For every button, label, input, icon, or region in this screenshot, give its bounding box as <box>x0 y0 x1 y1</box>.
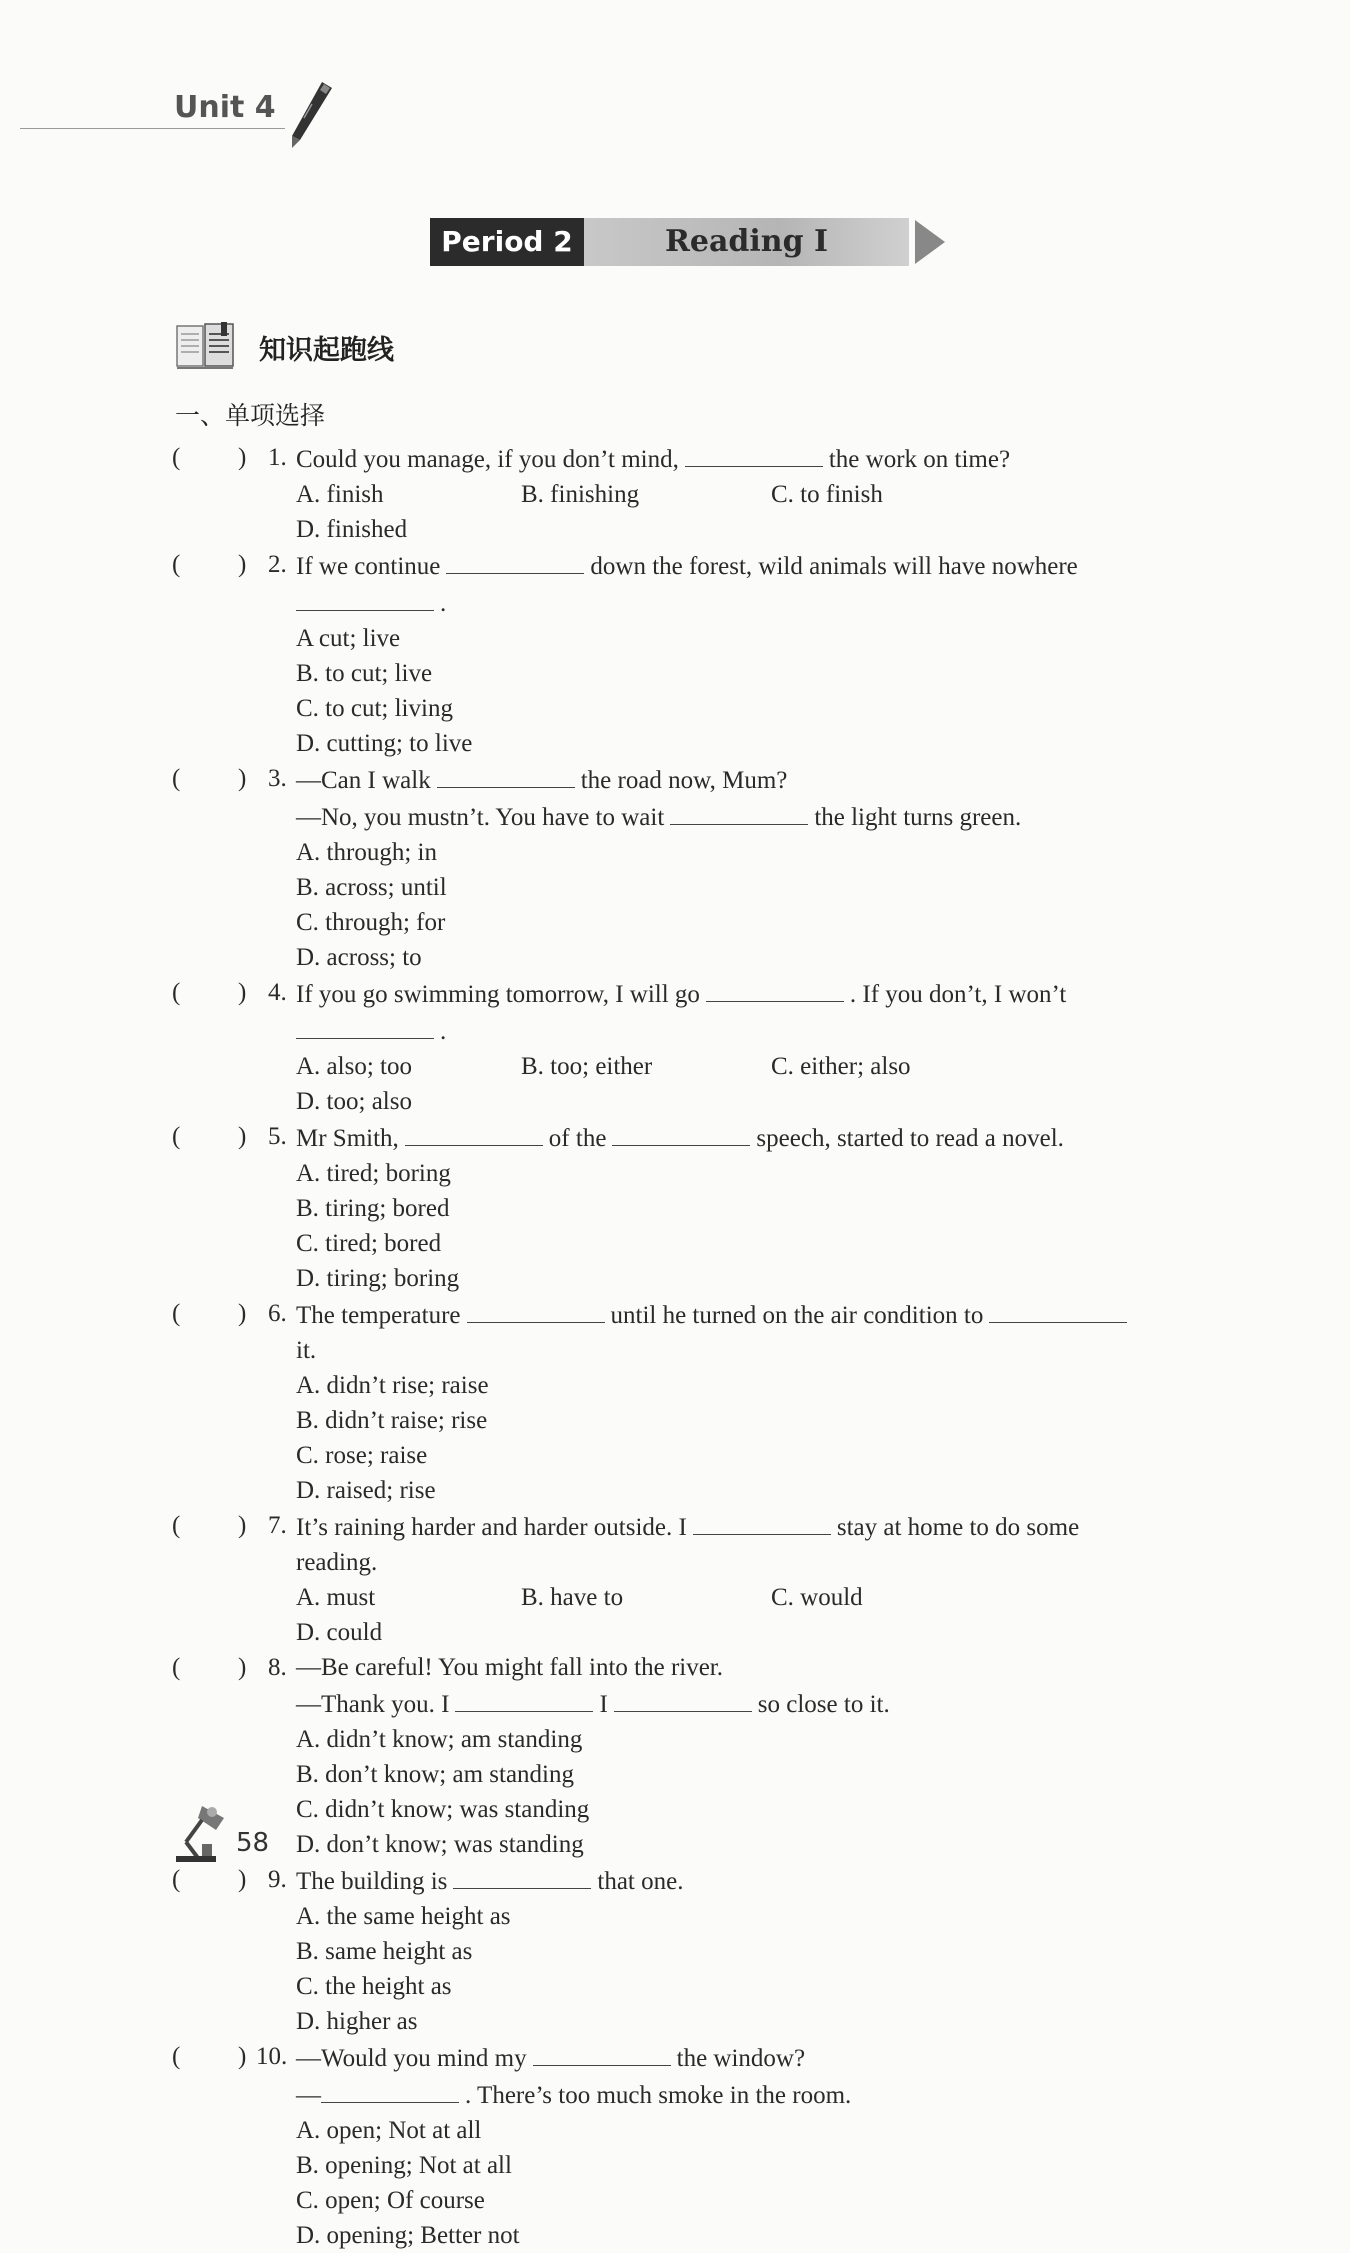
paren-close: ) <box>238 1654 247 1681</box>
paren-open: ( <box>172 2043 181 2070</box>
answer-blank[interactable] <box>453 1862 591 1889</box>
paren-close: ) <box>238 979 247 1006</box>
option-a: A. didn’t rise; raise <box>296 1372 489 1399</box>
option-d: D. too; also <box>296 1088 412 1115</box>
paren-close: ) <box>238 765 247 792</box>
paren-close: ) <box>238 551 247 578</box>
question-number: 2. <box>268 551 287 578</box>
option-c: C. open; Of course <box>296 2187 485 2214</box>
question-10 <box>172 2039 1202 2253</box>
part-title: 一、单项选择 <box>175 401 326 430</box>
option-a: A. finish <box>296 481 384 508</box>
question-text: If we continue <box>296 553 441 580</box>
option-d: D. across; to <box>296 944 422 971</box>
answer-blank[interactable] <box>467 1296 605 1323</box>
option-b: B. tiring; bored <box>296 1195 450 1222</box>
question-number: 9. <box>268 1866 287 1893</box>
paren-open: ( <box>172 1512 181 1539</box>
option-c: C. rose; raise <box>296 1442 428 1469</box>
option-a: A. must <box>296 1584 376 1611</box>
question-text: The temperature <box>296 1302 461 1329</box>
option-d: D. don’t know; was standing <box>296 1831 584 1858</box>
answer-blank[interactable] <box>296 1012 434 1039</box>
period-label: Period 2 <box>430 218 584 266</box>
paren-open: ( <box>172 1654 181 1681</box>
question-text: the work on time? <box>828 446 1011 473</box>
option-b: B. didn’t raise; rise <box>296 1407 488 1434</box>
unit-header <box>20 78 320 148</box>
answer-blank[interactable] <box>296 584 434 611</box>
option-b: B. have to <box>521 1584 624 1611</box>
header-rule <box>20 128 285 129</box>
question-text: I <box>599 1691 608 1718</box>
question-text: Could you manage, if you don’t mind, <box>296 446 679 473</box>
paren-close: ) <box>238 1866 247 1893</box>
question-6 <box>172 1296 1202 1508</box>
paren-close: ) <box>238 1512 247 1539</box>
paren-open: ( <box>172 1123 181 1150</box>
paren-close: ) <box>238 444 247 471</box>
option-d: D. raised; rise <box>296 1477 436 1504</box>
question-text: —Can I walk <box>296 767 431 794</box>
option-a: A. the same height as <box>296 1903 511 1930</box>
question-text: It’s raining harder and harder outside. I <box>296 1514 687 1541</box>
question-text: —Be careful! You might fall into the river. <box>296 1654 724 1681</box>
option-a: A. didn’t know; am standing <box>296 1726 583 1753</box>
option-d: D. finished <box>296 516 408 543</box>
page-number: 58 <box>236 1828 270 1858</box>
option-d: D. could <box>296 1619 383 1646</box>
option-d: D. opening; Better not <box>296 2222 520 2249</box>
period-title: Reading I <box>584 218 909 266</box>
question-text: Mr Smith, <box>296 1125 399 1152</box>
answer-blank[interactable] <box>321 2076 459 2103</box>
paren-open: ( <box>172 979 181 1006</box>
question-number: 7. <box>268 1512 287 1539</box>
desk-lamp-icon <box>172 1800 234 1866</box>
answer-blank[interactable] <box>455 1685 593 1712</box>
question-1 <box>172 440 1202 547</box>
answer-blank[interactable] <box>614 1685 752 1712</box>
option-c: C. to finish <box>771 481 883 508</box>
question-2 <box>172 547 1202 761</box>
book-icon <box>175 322 237 372</box>
option-c: C. would <box>771 1584 863 1611</box>
question-text: —No, you mustn’t. You have to wait <box>296 804 665 831</box>
option-c: C. to cut; living <box>296 695 453 722</box>
question-number: 4. <box>268 979 287 1006</box>
option-a: A. tired; boring <box>296 1160 451 1187</box>
question-text: speech, started to read a novel. <box>756 1125 1064 1152</box>
section-title: 知识起跑线 <box>259 335 394 366</box>
option-d: D. higher as <box>296 2008 418 2035</box>
answer-blank[interactable] <box>405 1119 543 1146</box>
pen-icon <box>278 78 338 150</box>
question-3 <box>172 761 1202 975</box>
option-d: D. tiring; boring <box>296 1265 460 1292</box>
option-b: B. opening; Not at all <box>296 2152 512 2179</box>
paren-open: ( <box>172 551 181 578</box>
question-text: . There’s too much smoke in the room. <box>465 2082 852 2109</box>
paren-close: ) <box>238 1123 247 1150</box>
option-a: A. open; Not at all <box>296 2117 482 2144</box>
answer-blank[interactable] <box>437 761 575 788</box>
question-7 <box>172 1508 1202 1650</box>
question-number: 6. <box>268 1300 287 1327</box>
answer-blank[interactable] <box>989 1296 1127 1323</box>
question-number: 8. <box>268 1654 287 1681</box>
option-b: B. finishing <box>521 481 640 508</box>
paren-close: ) <box>238 2043 247 2070</box>
question-text: stay at home to do some <box>836 1514 1080 1541</box>
paren-open: ( <box>172 444 181 471</box>
answer-blank[interactable] <box>685 440 823 467</box>
option-d: D. cutting; to live <box>296 730 473 757</box>
answer-blank[interactable] <box>693 1508 831 1535</box>
question-text: that one. <box>597 1868 684 1895</box>
option-a: A. through; in <box>296 839 437 866</box>
option-c: C. didn’t know; was standing <box>296 1796 590 1823</box>
question-text: The building is <box>296 1868 448 1895</box>
arrow-icon <box>915 220 945 264</box>
question-text: the window? <box>676 2045 806 2072</box>
question-text: . <box>440 1018 447 1045</box>
question-text: —Would you mind my <box>296 2045 527 2072</box>
question-number: 3. <box>268 765 287 792</box>
answer-blank[interactable] <box>612 1119 750 1146</box>
option-b: B. to cut; live <box>296 660 433 687</box>
question-4 <box>172 975 1202 1119</box>
question-text: reading. <box>296 1549 378 1576</box>
paren-open: ( <box>172 765 181 792</box>
question-text: until he turned on the air condition to <box>610 1302 984 1329</box>
question-text: . <box>440 590 447 617</box>
question-number: 10. <box>256 2043 288 2070</box>
answer-blank[interactable] <box>533 2039 671 2066</box>
question-text: so close to it. <box>757 1691 890 1718</box>
option-c: C. either; also <box>771 1053 911 1080</box>
paren-close: ) <box>238 1300 247 1327</box>
question-9 <box>172 1862 1202 2039</box>
option-c: C. through; for <box>296 909 446 936</box>
paren-open: ( <box>172 1300 181 1327</box>
option-b: B. same height as <box>296 1938 473 1965</box>
question-number: 5. <box>268 1123 287 1150</box>
question-text: of the <box>548 1125 607 1152</box>
question-text: If you go swimming tomorrow, I will go <box>296 981 700 1008</box>
page-footer <box>172 1800 302 1866</box>
question-text: the road now, Mum? <box>580 767 788 794</box>
answer-blank[interactable] <box>446 547 584 574</box>
question-text: . If you don’t, I won’t <box>849 981 1067 1008</box>
question-text: the light turns green. <box>814 804 1022 831</box>
option-a: A cut; live <box>296 625 401 652</box>
option-c: C. the height as <box>296 1973 452 2000</box>
unit-label: Unit 4 <box>174 90 276 125</box>
answer-blank[interactable] <box>706 975 844 1002</box>
option-c: C. tired; bored <box>296 1230 442 1257</box>
question-8 <box>172 1650 1202 1862</box>
question-text: —Thank you. I <box>296 1691 450 1718</box>
question-text: — <box>296 2082 321 2109</box>
answer-blank[interactable] <box>670 798 808 825</box>
question-5 <box>172 1119 1202 1296</box>
option-b: B. too; either <box>521 1053 653 1080</box>
option-b: B. across; until <box>296 874 447 901</box>
option-b: B. don’t know; am standing <box>296 1761 575 1788</box>
period-banner <box>430 218 950 268</box>
question-text: down the forest, wild animals will have nowhere <box>590 553 1078 580</box>
paren-open: ( <box>172 1866 181 1893</box>
question-number: 1. <box>268 444 287 471</box>
option-a: A. also; too <box>296 1053 412 1080</box>
question-text: it. <box>296 1337 317 1364</box>
question-list <box>172 440 1202 2253</box>
